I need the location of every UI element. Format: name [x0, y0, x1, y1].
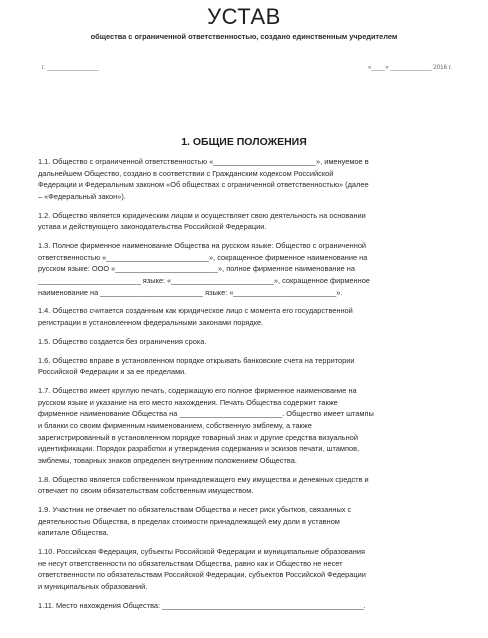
paragraph-1-10: 1.10. Российская Федерация, субъекты Российской Федерации и муниципальные образования не несут ответственности по обязательствам Общества, равно как и Общество не несет ответственности по обязательствам Российской Федерации, субъектов Российской Федерации и муниципальных образований. — [38, 547, 366, 592]
paragraph-1-7: 1.7. Общество имеет круглую печать, содержащую его полное фирменное наименование на русском языке и указание на его место нахождения. Печать Общества содержит также фирменное наименование Общества на _________________________. Общество имеет штампы и бланки со своим фирменным наименованием, собственную эмблему, а также зарегистрированный в установленном порядке товарный знак и другие средства визуальной идентификации. Порядок разработки и утверждения содержания и эскизов печати, штампов, эмблемы, товарных знаков определен внутренним положением Общества. — [38, 386, 374, 465]
paragraph-1-1: 1.1. Общество с ограниченной ответственностью «_________________________», именуемое в дальнейшем Общество, создано в соответствии с Гражданским кодексом Российской Федерации и Федеральным законом «Об обществах с ограниченной ответственностью» (далее – «Федеральный закон»). — [38, 157, 369, 201]
city-field: г. _______________ — [42, 64, 99, 71]
paragraph-1-9: 1.9. Участник не отвечает по обязательствам Общества и несет риск убытков, связанных с деятельностью Общества, в пределах стоимости принадлежащей ему доли в уставном капитале Общества. — [38, 505, 352, 538]
document-body — [38, 156, 446, 619]
paragraph-1-5: 1.5. Общество создается без ограничения срока. — [38, 336, 207, 346]
paragraph-1-6: 1.6. Общество вправе в установленном порядке открывать банковские счета на территории Российской Федерации и за ее пределами. — [38, 355, 355, 377]
section-heading: 1. ОБЩИЕ ПОЛОЖЕНИЯ — [181, 136, 307, 148]
paragraph-1-8: 1.8. Общество является собственником принадлежащего ему имущества и денежных средств и отвечает по своим обязательствам собственным имуществом. — [38, 474, 369, 496]
document-subtitle: общества с ограниченной ответственностью, создано единственным учредителем — [90, 32, 398, 41]
document-title: УСТАВ — [207, 4, 281, 29]
date-field: «____» ____________ 2016 г. — [367, 64, 452, 71]
paragraph-1-4: 1.4. Общество считается созданным как юридическое лицо с момента его государственной регистрации в установленном федеральными законами порядке. — [38, 306, 353, 328]
paragraph-1-3: 1.3. Полное фирменное наименование Общества на русском языке: Общество с ограниченной ответственностью «_________________________», сокращенное фирменное наименование на русском языке: ООО «_________________________», полное фирменное наименование на _________________________ языке: «_________________________», сокращенное фирменное наименование на _________________________ языке: «_________________________». — [38, 241, 370, 297]
paragraph-1-2: 1.2. Общество является юридическим лицом и осуществляет свою деятельность на основании устава и действующего законодательства Российской Федерации. — [38, 210, 366, 232]
paragraph-1-11: 1.11. Место нахождения Общества: _________________________________________________. — [38, 600, 366, 610]
